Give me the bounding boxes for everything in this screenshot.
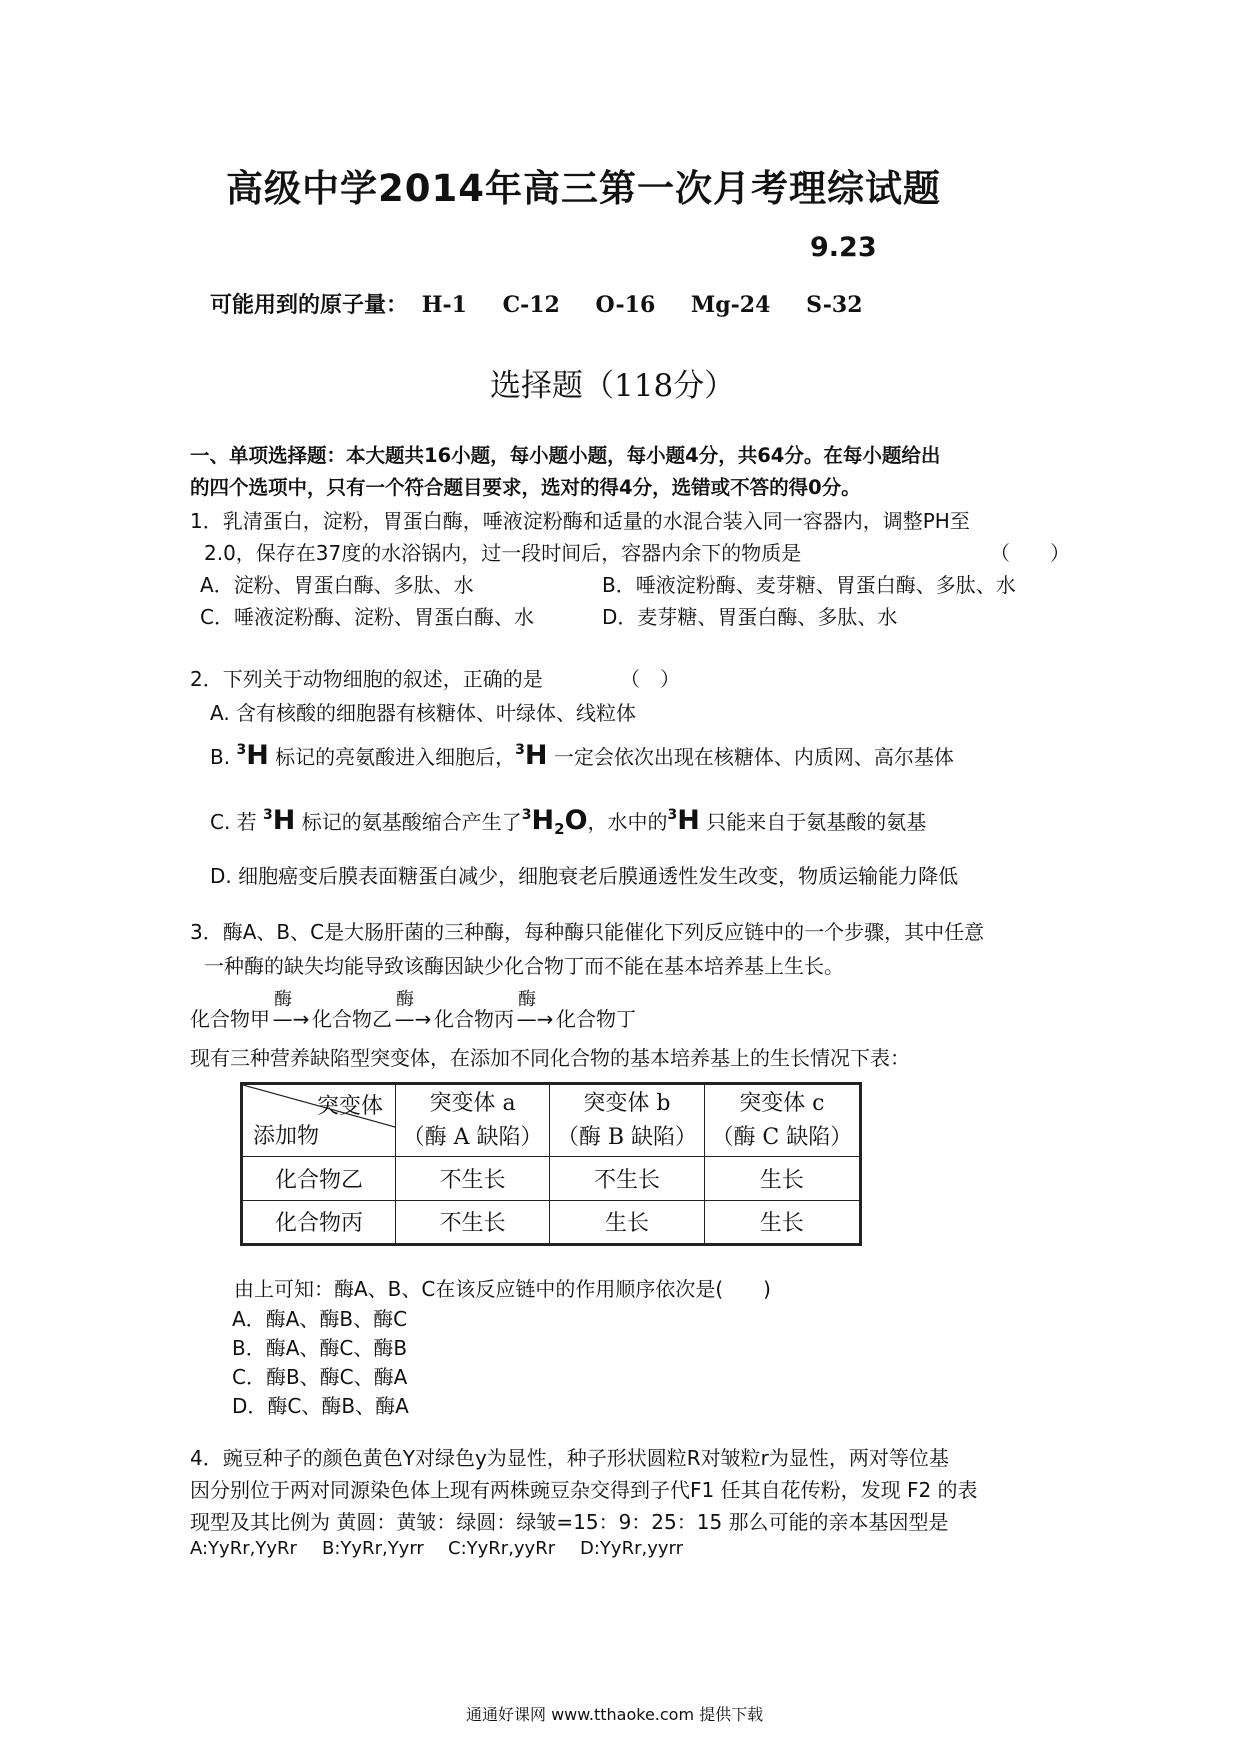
q1-answer-paren: （ ） bbox=[990, 541, 1070, 565]
superscript-3: 3 bbox=[521, 807, 532, 823]
section-title: 选择题（118分） bbox=[490, 368, 736, 404]
table-cell: 生长 bbox=[550, 1200, 705, 1244]
compound-jia: 化合物甲 bbox=[190, 1007, 270, 1031]
q3-option-d: D．酶C、酶B、酶A bbox=[232, 1394, 409, 1418]
q4-option-c: C:YyRr,yyRr bbox=[448, 1538, 556, 1559]
column-header-note: （酶 B 缺陷） bbox=[556, 1124, 698, 1150]
compound-bing: 化合物丙 bbox=[434, 1007, 514, 1031]
subscript-2: 2 bbox=[554, 820, 565, 838]
q2-option-d: D. 细胞癌变后膜表面糖蛋白减少，细胞衰老后膜通透性发生改变，物质运输能力降低 bbox=[210, 864, 959, 888]
q1-option-d: D．麦芽糖、胃蛋白酶、多肽、水 bbox=[602, 605, 898, 629]
enzyme-arrow bbox=[392, 989, 434, 1031]
q3-stem-line2: 一种酶的缺失均能导致该酶因缺少化合物丁而不能在基本培养基上生长。 bbox=[204, 954, 844, 978]
hydrogen-symbol: H bbox=[272, 805, 296, 836]
table-corner-cell bbox=[243, 1085, 396, 1157]
column-header-name: 突变体 a bbox=[429, 1090, 516, 1116]
enzyme-label: 酶 bbox=[274, 989, 292, 1010]
atomic-mass-item: C-12 bbox=[502, 292, 560, 318]
q2-option-c-text1: 标记的氨基酸缩合产生了 bbox=[301, 810, 522, 834]
column-header bbox=[550, 1085, 705, 1157]
hydrogen-symbol: H bbox=[531, 805, 555, 836]
q2-option-c-text2: ，水中的 bbox=[587, 810, 668, 834]
q1-stem-line2: 2.0，保存在37度的水浴锅内，过一段时间后，容器内余下的物质是 bbox=[204, 541, 802, 565]
q1-option-a: A．淀粉、胃蛋白酶、多肽、水 bbox=[200, 573, 474, 597]
q3-question: 由上可知：酶A、B、C在该反应链中的作用顺序依次是( ) bbox=[234, 1277, 771, 1301]
q3-table-intro: 现有三种营养缺陷型突变体，在添加不同化合物的基本培养基上的生长情况下表： bbox=[190, 1046, 910, 1070]
compound-yi: 化合物乙 bbox=[312, 1007, 392, 1031]
column-header-name: 突变体 c bbox=[739, 1090, 825, 1116]
row-label: 化合物乙 bbox=[243, 1157, 396, 1201]
superscript-3: 3 bbox=[236, 742, 247, 758]
enzyme-arrow bbox=[514, 989, 556, 1031]
q4-option-d: D:YyRr,yyrr bbox=[580, 1538, 683, 1559]
superscript-3: 3 bbox=[263, 807, 273, 823]
q1-option-c: C．唾液淀粉酶、淀粉、胃蛋白酶、水 bbox=[200, 605, 534, 629]
q1-option-b: B．唾液淀粉酶、麦芽糖、胃蛋白酶、多肽、水 bbox=[602, 573, 1016, 597]
q3-option-a: A．酶A、酶B、酶C bbox=[232, 1307, 408, 1331]
column-header bbox=[704, 1085, 859, 1157]
q1-stem-line1: 1．乳清蛋白，淀粉，胃蛋白酶，唾液淀粉酶和适量的水混合装入同一容器内，调整PH至 bbox=[190, 509, 970, 533]
instructions-line: 一、单项选择题：本大题共16小题，每小题小题，每小题4分，共64分。在每小题给出 bbox=[190, 444, 941, 467]
superscript-3: 3 bbox=[667, 807, 678, 823]
arrow-icon: —→ bbox=[272, 1007, 310, 1031]
reaction-chain bbox=[190, 989, 636, 1032]
row-label: 化合物丙 bbox=[243, 1200, 396, 1244]
column-header bbox=[396, 1085, 550, 1157]
enzyme-label: 酶 bbox=[396, 989, 414, 1010]
q4-stem-line3: 现型及其比例为 黄圆：黄皱：绿圆：绿皱=15：9：25：15 那么可能的亲本基因型是 bbox=[190, 1510, 949, 1534]
corner-header-bottom: 添加物 bbox=[253, 1124, 320, 1149]
q2-stem: 2．下列关于动物细胞的叙述，正确的是 bbox=[190, 667, 543, 691]
q4-option-b: B:YyRr,Yyrr bbox=[322, 1538, 424, 1559]
table-cell: 不生长 bbox=[396, 1157, 550, 1201]
exam-date: 9.23 bbox=[810, 232, 877, 263]
column-header-name: 突变体 b bbox=[583, 1090, 671, 1116]
q4-stem-line2: 因分别位于两对同源染色体上现有两株豌豆杂交得到子代F1 任其自花传粉，发现 F2 的表 bbox=[190, 1478, 978, 1502]
exam-title: 高级中学2014年高三第一次月考理综试题 bbox=[226, 167, 941, 210]
table-cell: 不生长 bbox=[396, 1200, 550, 1244]
column-header-note: （酶 A 缺陷） bbox=[402, 1124, 543, 1150]
hydrogen-symbol: H bbox=[524, 740, 548, 771]
table-row bbox=[243, 1157, 860, 1201]
q4-stem-line1: 4．豌豆种子的颜色黄色Y对绿色y为显性，种子形状圆粒R对皱粒r为显性，两对等位基 bbox=[190, 1446, 949, 1470]
column-header-note: （酶 C 缺陷） bbox=[711, 1124, 853, 1150]
q2-option-a: A. 含有核酸的细胞器有核糖体、叶绿体、线粒体 bbox=[210, 701, 637, 725]
arrow-icon: —→ bbox=[394, 1007, 432, 1031]
table-cell: 生长 bbox=[704, 1157, 859, 1201]
table-cell: 不生长 bbox=[550, 1157, 705, 1201]
q2-option-c bbox=[210, 805, 926, 838]
superscript-3: 3 bbox=[515, 742, 525, 758]
table-row bbox=[243, 1200, 860, 1244]
atomic-mass-item: O-16 bbox=[595, 292, 656, 318]
atomic-mass-item: H-1 bbox=[421, 292, 467, 318]
q2-option-b-prefix: B. bbox=[210, 745, 231, 769]
q3-option-b: B．酶A、酶C、酶B bbox=[232, 1336, 408, 1360]
instructions-line: 的四个选项中，只有一个符合题目要求，选对的得4分，选错或不答的得0分。 bbox=[190, 476, 861, 499]
atomic-masses-label: 可能用到的原子量： bbox=[210, 292, 409, 318]
compound-ding: 化合物丁 bbox=[556, 1007, 636, 1031]
q3-option-c: C．酶B、酶C、酶A bbox=[232, 1365, 408, 1389]
atomic-masses bbox=[210, 288, 891, 319]
atomic-mass-item: Mg-24 bbox=[690, 292, 771, 318]
mutant-growth-table bbox=[240, 1082, 862, 1246]
enzyme-arrow bbox=[270, 989, 312, 1031]
table-cell: 生长 bbox=[704, 1200, 859, 1244]
q2-option-b-text2: 一定会依次出现在核糖体、内质网、高尔基体 bbox=[553, 745, 954, 769]
oxygen-symbol: O bbox=[564, 805, 588, 836]
q3-stem-line1: 3．酶A、B、C是大肠肝菌的三种酶，每种酶只能催化下列反应链中的一个步骤，其中任意 bbox=[190, 920, 985, 944]
page-footer: 通通好课网 www.tthaoke.com 提供下载 bbox=[466, 1705, 764, 1724]
atomic-mass-item: S-32 bbox=[806, 292, 863, 318]
q2-option-c-prefix: C. 若 bbox=[210, 810, 257, 834]
q2-option-b bbox=[210, 740, 954, 771]
enzyme-label: 酶 bbox=[518, 989, 536, 1010]
hydrogen-symbol: H bbox=[677, 805, 700, 836]
q4-option-a: A:YyRr,YyRr bbox=[190, 1538, 297, 1559]
q2-option-c-text3: 只能来自于氨基酸的氨基 bbox=[706, 810, 927, 834]
arrow-icon: —→ bbox=[516, 1007, 554, 1031]
q2-option-b-text1: 标记的亮氨酸进入细胞后， bbox=[275, 745, 516, 769]
corner-header-top: 突变体 bbox=[316, 1094, 383, 1119]
q2-answer-paren: （ ） bbox=[620, 667, 680, 691]
hydrogen-symbol: H bbox=[246, 740, 269, 771]
